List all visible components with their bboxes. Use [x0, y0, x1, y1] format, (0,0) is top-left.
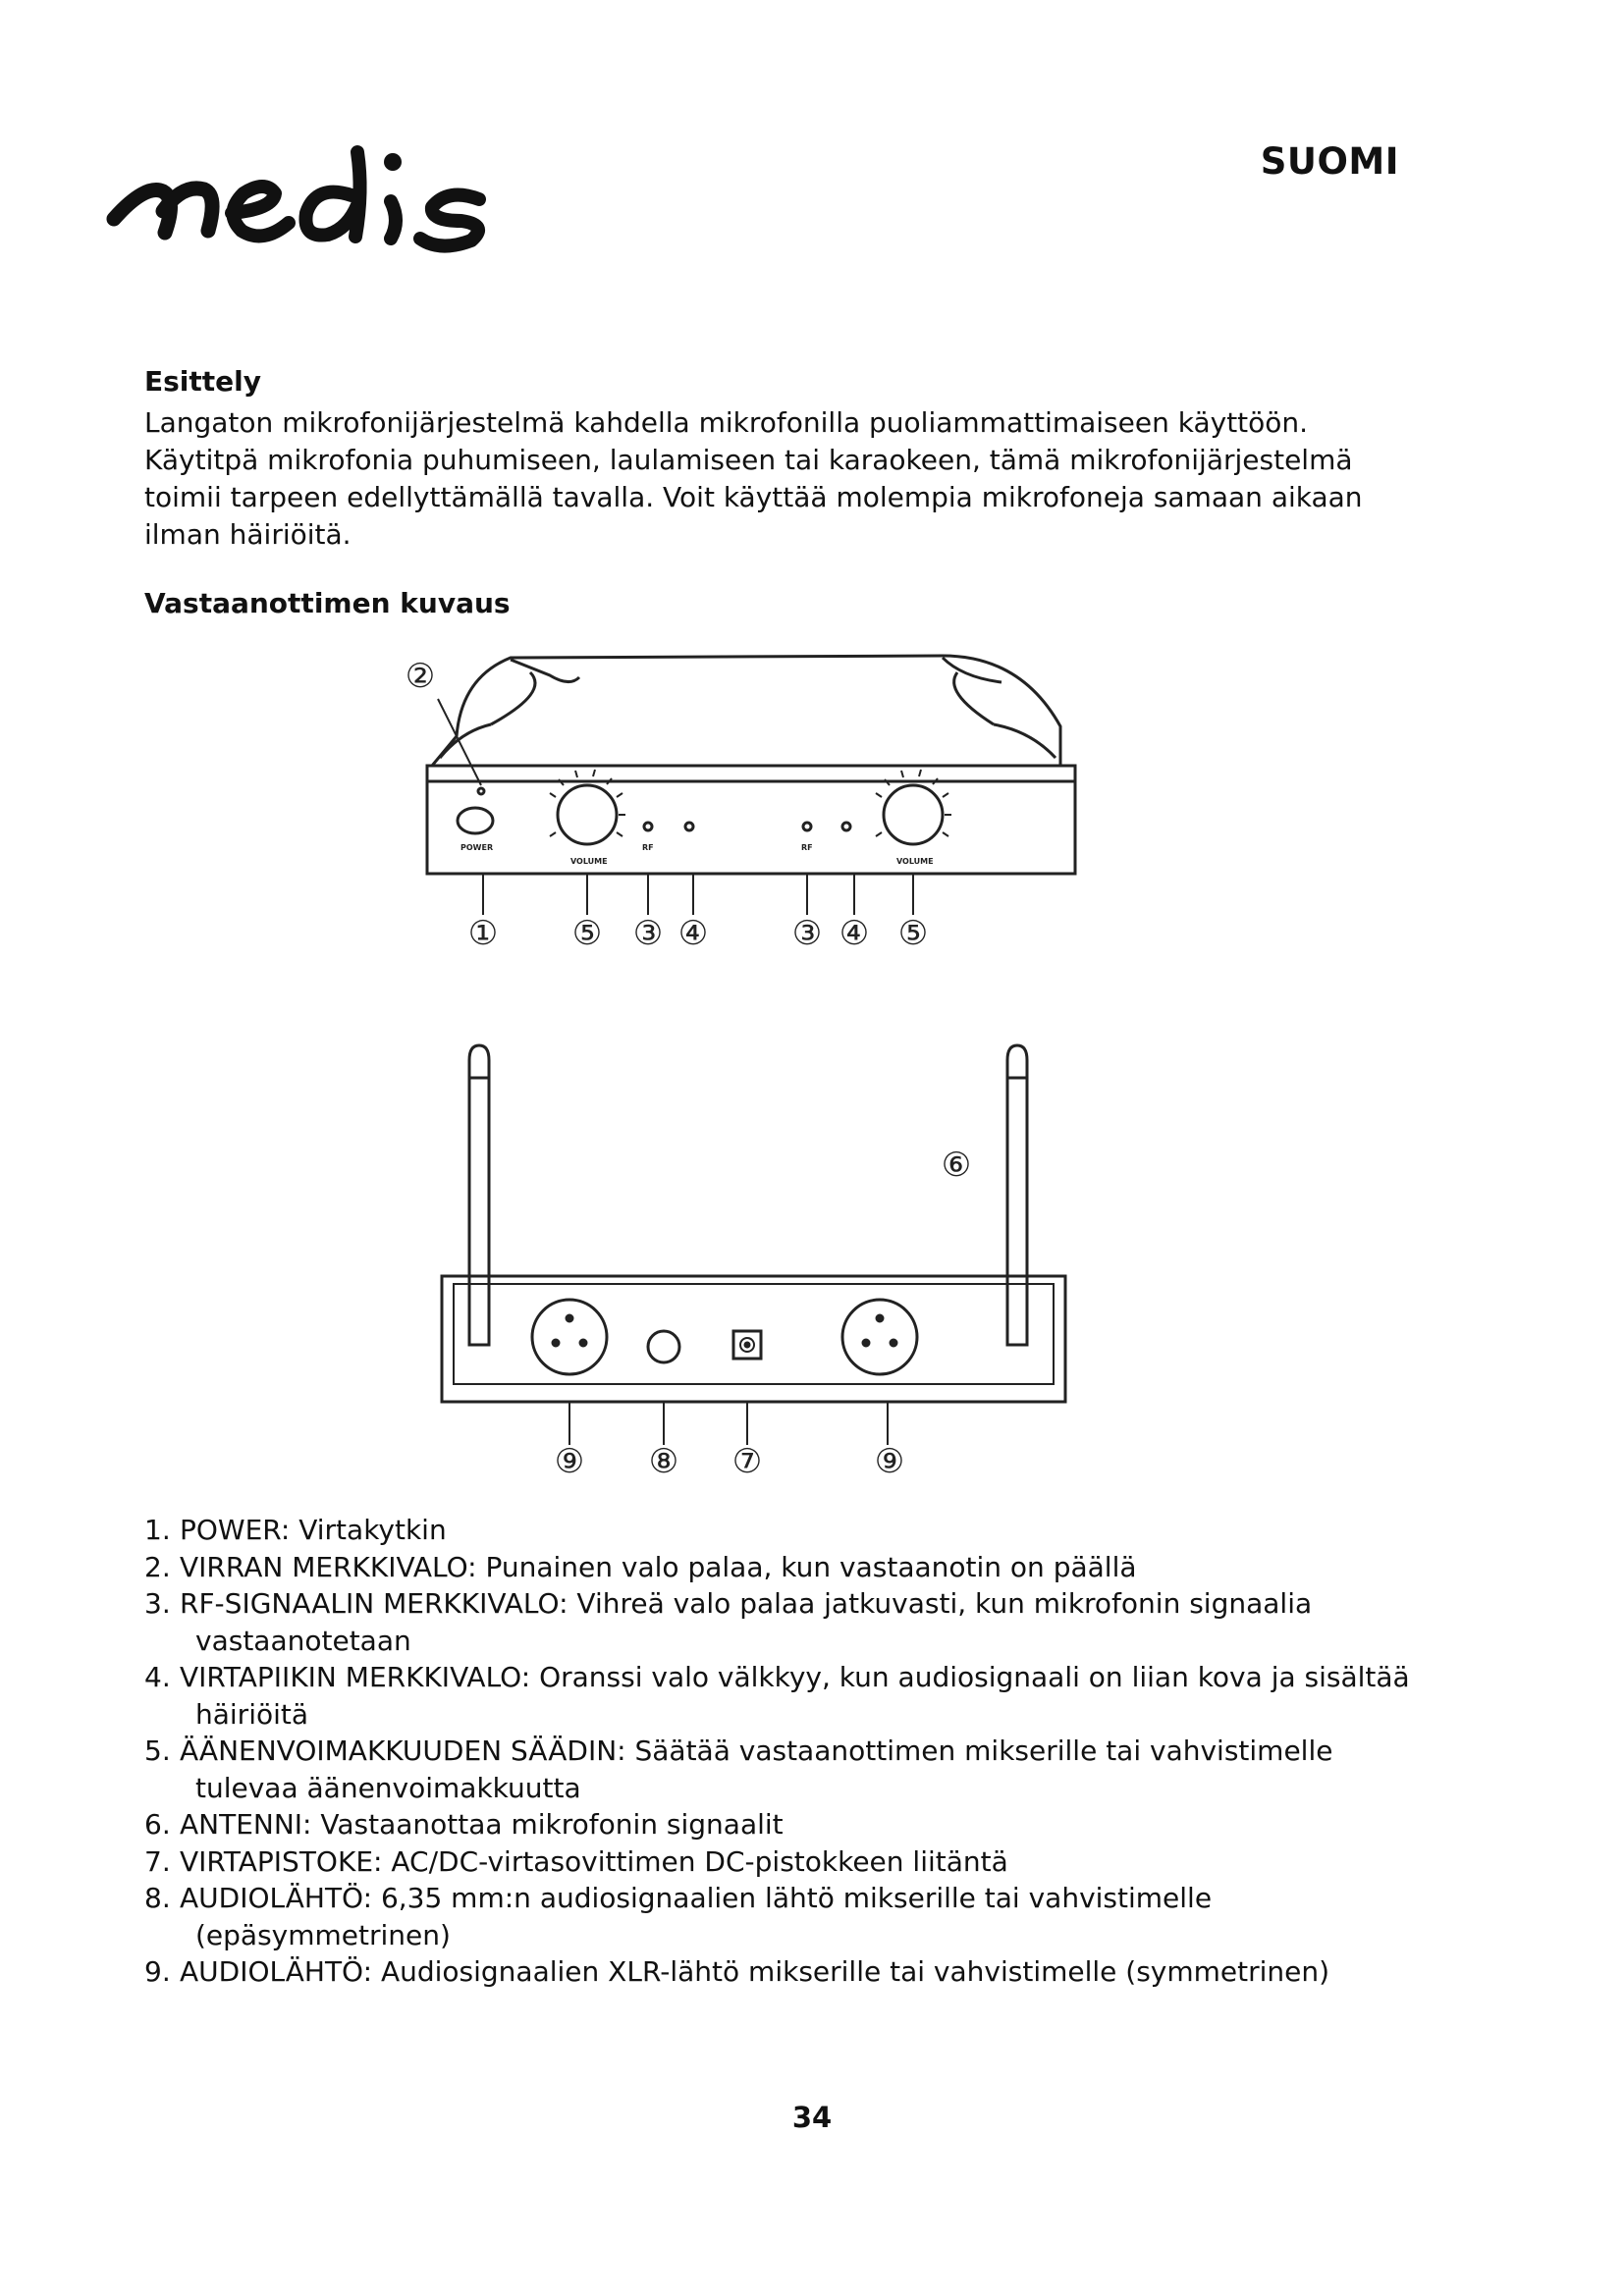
callout-2: ②: [405, 657, 436, 696]
description-heading: Vastaanottimen kuvaus: [144, 587, 511, 619]
list-item: [144, 1843, 1410, 1881]
intro-line: ilman häiriöitä.: [144, 518, 352, 551]
list-item-number: 8.: [144, 1882, 171, 1914]
list-item: [144, 1659, 1410, 1696]
xlr-output-left: [532, 1300, 607, 1374]
intro-heading: Esittely: [144, 365, 261, 398]
list-item-text: VIRTAPIIKIN MERKKIVALO: Oranssi valo välkkyy, kun audiosignaali on liian kova ja sisältää: [180, 1661, 1410, 1693]
list-item-text: AUDIOLÄHTÖ: Audiosignaalien XLR-lähtö mikserille tai vahvistimelle (symmetrinen): [180, 1955, 1330, 1988]
receiver-top-lid: [432, 656, 1060, 766]
callout-4: ④: [839, 914, 870, 953]
intro-paragraph: [144, 404, 1363, 554]
receiver-rear-panel: [442, 1276, 1065, 1402]
xlr-output-right: [842, 1300, 917, 1374]
list-item: [144, 1806, 1410, 1843]
callout-3: ③: [632, 914, 664, 953]
intro-line: toimii tarpeen edellyttämällä tavalla. Voit käyttää molempia mikrofoneja samaan aikaan: [144, 481, 1363, 513]
list-item-number: 5.: [144, 1735, 171, 1767]
antenna-left: [469, 1045, 489, 1345]
power-button: [458, 808, 493, 833]
list-item-number: 3.: [144, 1587, 171, 1620]
list-item-text: ÄÄNENVOIMAKKUUDEN SÄÄDIN: Säätää vastaanottimen mikserille tai vahvistimelle: [180, 1735, 1333, 1767]
intro-line: Käytitpä mikrofonia puhumiseen, laulamiseen tai karaokeen, tämä mikrofonijärjestelmä: [144, 444, 1353, 476]
list-item-text: VIRRAN MERKKIVALO: Punainen valo palaa, kun vastaanotin on päällä: [180, 1550, 1137, 1583]
callout-1: ①: [467, 914, 499, 953]
list-item-text: RF-SIGNAALIN MERKKIVALO: Vihreä valo palaa jatkuvasti, kun mikrofonin signaalia: [180, 1587, 1313, 1620]
callout-8: ⑧: [648, 1442, 679, 1481]
callout-4: ④: [677, 914, 709, 953]
callout-6: ⑥: [941, 1146, 972, 1185]
list-item-continuation: häiriöitä: [195, 1697, 309, 1731]
list-item-continuation: tulevaa äänenvoimakkuutta: [195, 1771, 581, 1804]
volume-label-right: VOLUME: [896, 857, 934, 866]
list-item-text: ANTENNI: Vastaanottaa mikrofonin signaalit: [180, 1808, 784, 1841]
rear-leader-lines: [569, 1402, 888, 1445]
list-item-continuation: vastaanotetaan: [195, 1624, 411, 1657]
callout-3: ③: [791, 914, 823, 953]
list-item-number: 7.: [144, 1844, 171, 1878]
list-item-number: 4.: [144, 1661, 171, 1693]
dc-power-jack: [733, 1331, 761, 1359]
receiver-diagram: [0, 628, 1624, 1492]
power-led: [478, 788, 484, 794]
jack-output: [648, 1331, 679, 1362]
intro-line: Langaton mikrofonijärjestelmä kahdella mikrofonilla puoliammattimaiseen käyttöön.: [144, 406, 1309, 439]
list-item: [144, 1549, 1410, 1586]
list-item: [144, 1585, 1410, 1623]
list-item: [144, 1880, 1410, 1917]
list-item-text: AUDIOLÄHTÖ: 6,35 mm:n audiosignaalien lähtö mikserille tai vahvistimelle: [180, 1882, 1213, 1914]
list-item: [144, 1953, 1410, 1991]
list-item-number: 1.: [144, 1514, 171, 1546]
front-leader-lines: [438, 699, 913, 915]
callout-5: ⑤: [897, 914, 929, 953]
callout-5: ⑤: [571, 914, 603, 953]
callout-9: ⑨: [874, 1442, 905, 1481]
antenna-right: [1007, 1045, 1027, 1345]
rf-led-right: [803, 823, 811, 830]
peak-led-left: [685, 823, 693, 830]
list-item-number: 9.: [144, 1955, 171, 1988]
callout-7: ⑦: [731, 1442, 763, 1481]
parts-list: [144, 1512, 1410, 1991]
rf-label-right: RF: [801, 843, 813, 852]
volume-label-left: VOLUME: [570, 857, 608, 866]
list-item: [144, 1512, 1410, 1549]
peak-led-right: [842, 823, 850, 830]
list-item-continuation: (epäsymmetrinen): [195, 1918, 451, 1951]
list-item: [144, 1733, 1410, 1770]
rf-label-left: RF: [642, 843, 654, 852]
list-item-text: VIRTAPISTOKE: AC/DC-virtasovittimen DC-pistokkeen liitäntä: [180, 1844, 1008, 1878]
rf-led-left: [644, 823, 652, 830]
nedis-logo: [106, 123, 597, 270]
list-item-text: POWER: Virtakytkin: [180, 1514, 447, 1546]
language-label: SUOMI: [1260, 140, 1399, 183]
list-item-number: 2.: [144, 1550, 171, 1583]
power-label: POWER: [460, 843, 494, 852]
list-item-number: 6.: [144, 1808, 171, 1841]
page-number: 34: [791, 2101, 833, 2134]
callout-9: ⑨: [554, 1442, 585, 1481]
